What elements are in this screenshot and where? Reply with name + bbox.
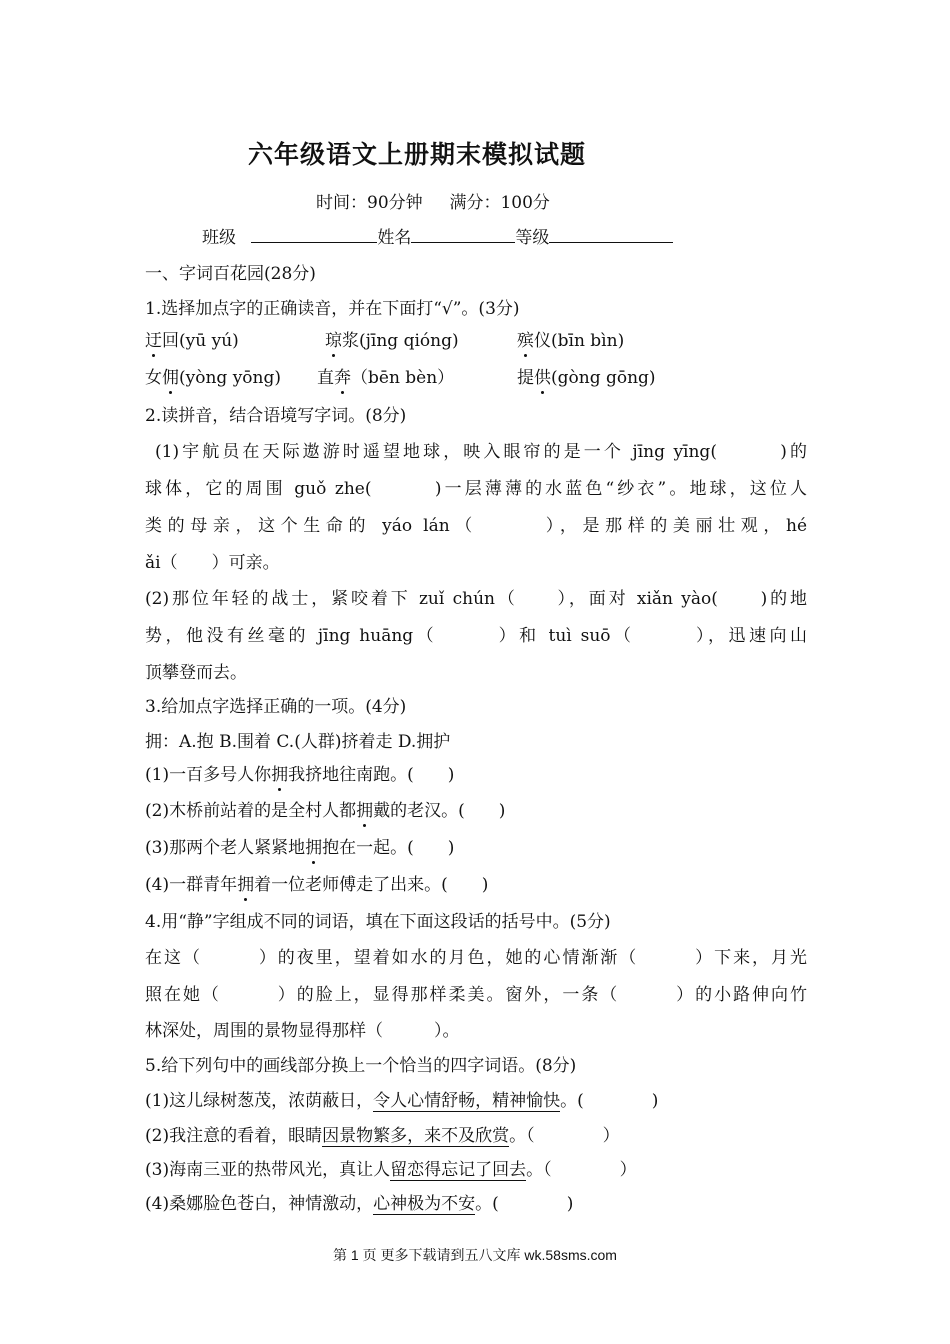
- pinyin-item: 女佣(yòng yōng): [145, 363, 281, 388]
- dotted-char: 拥: [271, 760, 288, 785]
- paragraph-line: 势，他没有丝毫的 jīng huāng（ ）和 tuì suō（ ），迅速向山: [145, 626, 807, 646]
- name-blank[interactable]: [411, 226, 515, 243]
- page-title: 六年级语文上册期末模拟试题: [248, 140, 587, 169]
- dotted-char: 迂: [145, 326, 162, 351]
- section-title: 一、字词百花园(28分): [145, 264, 316, 284]
- paragraph-line: ǎi（ ）可亲。: [145, 553, 280, 573]
- pinyin-item: 直奔（bēn bèn）: [317, 363, 454, 388]
- dotted-char: 供: [534, 363, 551, 388]
- paragraph-line: 在这（ ）的夜里，望着如水的月色，她的心情渐渐（ ）下来，月光: [145, 948, 807, 968]
- underlined-phrase: 留恋得忘记了回去: [390, 1160, 527, 1180]
- name-label: 姓名: [377, 228, 412, 248]
- pinyin-item: 迂回(yū yú): [145, 326, 239, 351]
- question-stem: 2.读拼音，结合语境写字词。(8分): [145, 406, 407, 426]
- question-stem: 3.给加点字选择正确的一项。(4分): [145, 697, 407, 717]
- dotted-char: 奔: [334, 363, 351, 388]
- dotted-char: 琼: [325, 326, 342, 351]
- pinyin-item: 琼浆(jīng qióng): [325, 326, 459, 351]
- sentence-item: (3)海南三亚的热带风光，真让人留恋得忘记了回去。（ ）: [145, 1160, 637, 1180]
- time-limit: 时间：90分钟: [316, 193, 423, 213]
- underlined-phrase: 令人心情舒畅，精神愉快: [373, 1091, 561, 1111]
- underlined-phrase: 心神极为不安: [373, 1194, 476, 1214]
- paragraph-line: 顶攀登而去。: [145, 663, 247, 683]
- dotted-char: 殡: [517, 326, 534, 351]
- class-blank[interactable]: [251, 226, 377, 243]
- sentence-item: (4)一群青年拥着一位老师傅走了出来。( ): [145, 870, 488, 895]
- sentence-item: (2)我注意的看着，眼睛因景物繁多，来不及欣赏。（ ）: [145, 1126, 620, 1146]
- page-footer: 第 1 页 更多下载请到五八文库 wk.58sms.com: [333, 1247, 617, 1263]
- dotted-char: 拥: [356, 796, 373, 821]
- paragraph-line: 类的母亲，这个生命的 yáo lán（ ），是那样的美丽壮观，hé: [145, 516, 807, 536]
- pinyin-item: 殡仪(bīn bìn): [517, 326, 624, 351]
- class-label: 班级: [202, 228, 236, 248]
- sentence-item: (1)一百多号人你拥我挤地往南跑。( ): [145, 760, 454, 785]
- question-stem: 4.用“静”字组成不同的词语，填在下面这段话的括号中。(5分): [145, 912, 611, 932]
- paragraph-line: 照在她（ ）的脸上，显得那样柔美。窗外，一条（ ）的小路伸向竹: [145, 985, 807, 1005]
- grade-label: 等级: [515, 228, 550, 248]
- sentence-item: (3)那两个老人紧紧地拥抱在一起。( ): [145, 833, 454, 858]
- paragraph-line: 球体，它的周围 guǒ zhe( )一层薄薄的水蓝色“纱衣”。地球，这位人: [145, 479, 807, 499]
- options-line: 拥：A.抱 B.围着 C.(人群)挤着走 D.拥护: [145, 732, 451, 752]
- paragraph-line: (2)那位年轻的战士，紧咬着下 zuǐ chún（ ），面对 xiǎn yào( )的地: [145, 589, 807, 609]
- paragraph-line: (1)宇航员在天际遨游时遥望地球，映入眼帘的是一个 jīng yīng( )的: [155, 442, 807, 462]
- underlined-phrase: 因景物繁多，来不及欣赏: [322, 1126, 510, 1146]
- question-stem: 1.选择加点字的正确读音，并在下面打“√”。(3分): [145, 299, 520, 319]
- dotted-char: 拥: [305, 833, 322, 858]
- question-stem: 5.给下列句中的画线部分换上一个恰当的四字词语。(8分): [145, 1056, 577, 1076]
- grade-blank[interactable]: [549, 226, 673, 243]
- dotted-char: 拥: [237, 870, 254, 895]
- dotted-char: 佣: [162, 363, 179, 388]
- exam-meta: [316, 188, 550, 213]
- sentence-item: (2)木桥前站着的是全村人都拥戴的老汉。( ): [145, 796, 505, 821]
- student-info-row: [202, 223, 673, 248]
- sentence-item: (1)这儿绿树葱茂，浓荫蔽日，令人心情舒畅，精神愉快。( ): [145, 1091, 659, 1111]
- pinyin-item: 提供(gòng gōng): [517, 363, 656, 388]
- paragraph-line: 林深处，周围的景物显得那样（ ）。: [145, 1021, 460, 1041]
- full-score: 满分：100分: [449, 193, 550, 213]
- sentence-item: (4)桑娜脸色苍白，神情激动，心神极为不安。( ): [145, 1194, 574, 1214]
